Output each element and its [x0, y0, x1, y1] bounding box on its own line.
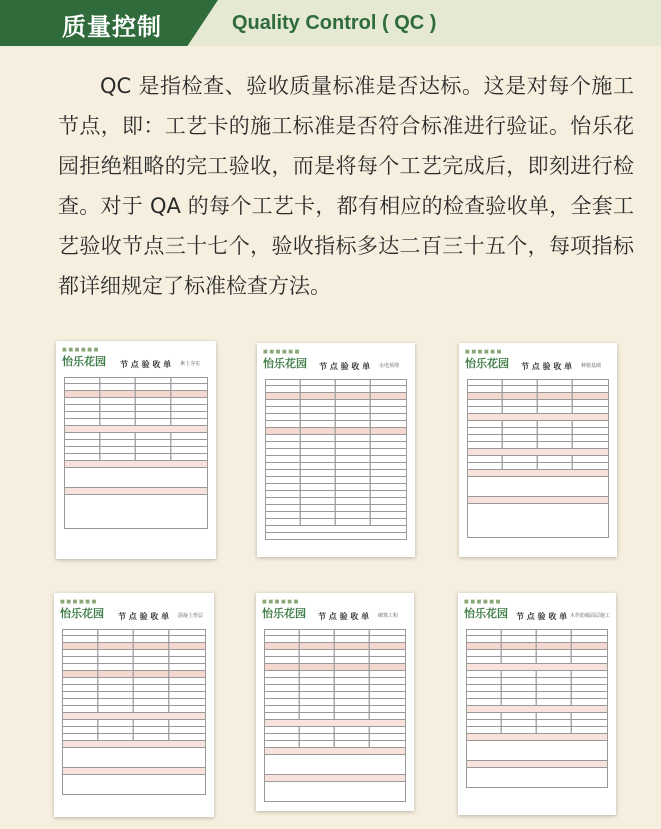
acceptance-form-2: ■ ■ ■ ■ ■ ■ 怡乐花园 节 点 验 收 单 水电预埋	[257, 343, 415, 557]
form-subtitle: 木作防腐面层施工	[570, 613, 611, 619]
form-title: 节 点 验 收 单	[118, 612, 170, 621]
acceptance-form-4: ■ ■ ■ ■ ■ ■ 怡乐花园 节 点 验 收 单 混凝土垫层	[54, 593, 214, 817]
form-logo: 怡乐花园	[263, 357, 307, 370]
form-title: 节 点 验 收 单	[318, 612, 370, 621]
form-title: 节 点 验 收 单	[521, 362, 573, 371]
form-title: 节 点 验 收 单	[120, 360, 172, 369]
form-subtitle: 水电预埋	[379, 363, 400, 369]
acceptance-form-1: ■ ■ ■ ■ ■ ■ 怡乐花园 节 点 验 收 单 素土夯实	[56, 341, 216, 559]
section-title-cn: 质量控制	[62, 13, 162, 41]
form-logo: 怡乐花园	[262, 607, 306, 620]
form-table	[62, 629, 206, 795]
form-subtitle: 砌筑工程	[378, 613, 399, 619]
form-title: 节 点 验 收 单	[516, 612, 568, 621]
acceptance-form-5: ■ ■ ■ ■ ■ ■ 怡乐花园 节 点 验 收 单 砌筑工程	[256, 593, 414, 811]
intro-paragraph: QC 是指检查、验收质量标准是否达标。这是对每个施工节点，即：工艺卡的施工标准是否符合标准进行验证。怡乐花园拒绝粗略的完工验收，而是将每个工艺完成后，即刻进行检查。对于 QA 的每个工艺卡，都有相应的检查验收单，全套工艺验收节点三十七个，验收指标多达二百三十五个，每项指标都详细规定了标准检查方法。	[58, 74, 634, 298]
form-subtitle: 混凝土垫层	[178, 613, 204, 619]
section-header	[0, 0, 661, 46]
form-table	[64, 377, 208, 529]
form-subtitle: 种植基础	[581, 363, 602, 369]
section-title-en: Quality Control ( QC )	[232, 12, 437, 34]
form-table	[467, 379, 609, 538]
form-logo: 怡乐花园	[62, 355, 106, 368]
form-table	[265, 379, 407, 540]
acceptance-form-3: ■ ■ ■ ■ ■ ■ 怡乐花园 节 点 验 收 单 种植基础	[459, 343, 617, 557]
form-table	[264, 629, 406, 802]
form-logo: 怡乐花园	[464, 607, 508, 620]
form-logo: 怡乐花园	[465, 357, 509, 370]
form-subtitle: 素土夯实	[180, 361, 201, 367]
form-title: 节 点 验 收 单	[319, 362, 371, 371]
acceptance-form-6: ■ ■ ■ ■ ■ ■ 怡乐花园 节 点 验 收 单 木作防腐面层施工	[458, 593, 616, 815]
form-table	[466, 629, 608, 788]
form-logo: 怡乐花园	[60, 607, 104, 620]
